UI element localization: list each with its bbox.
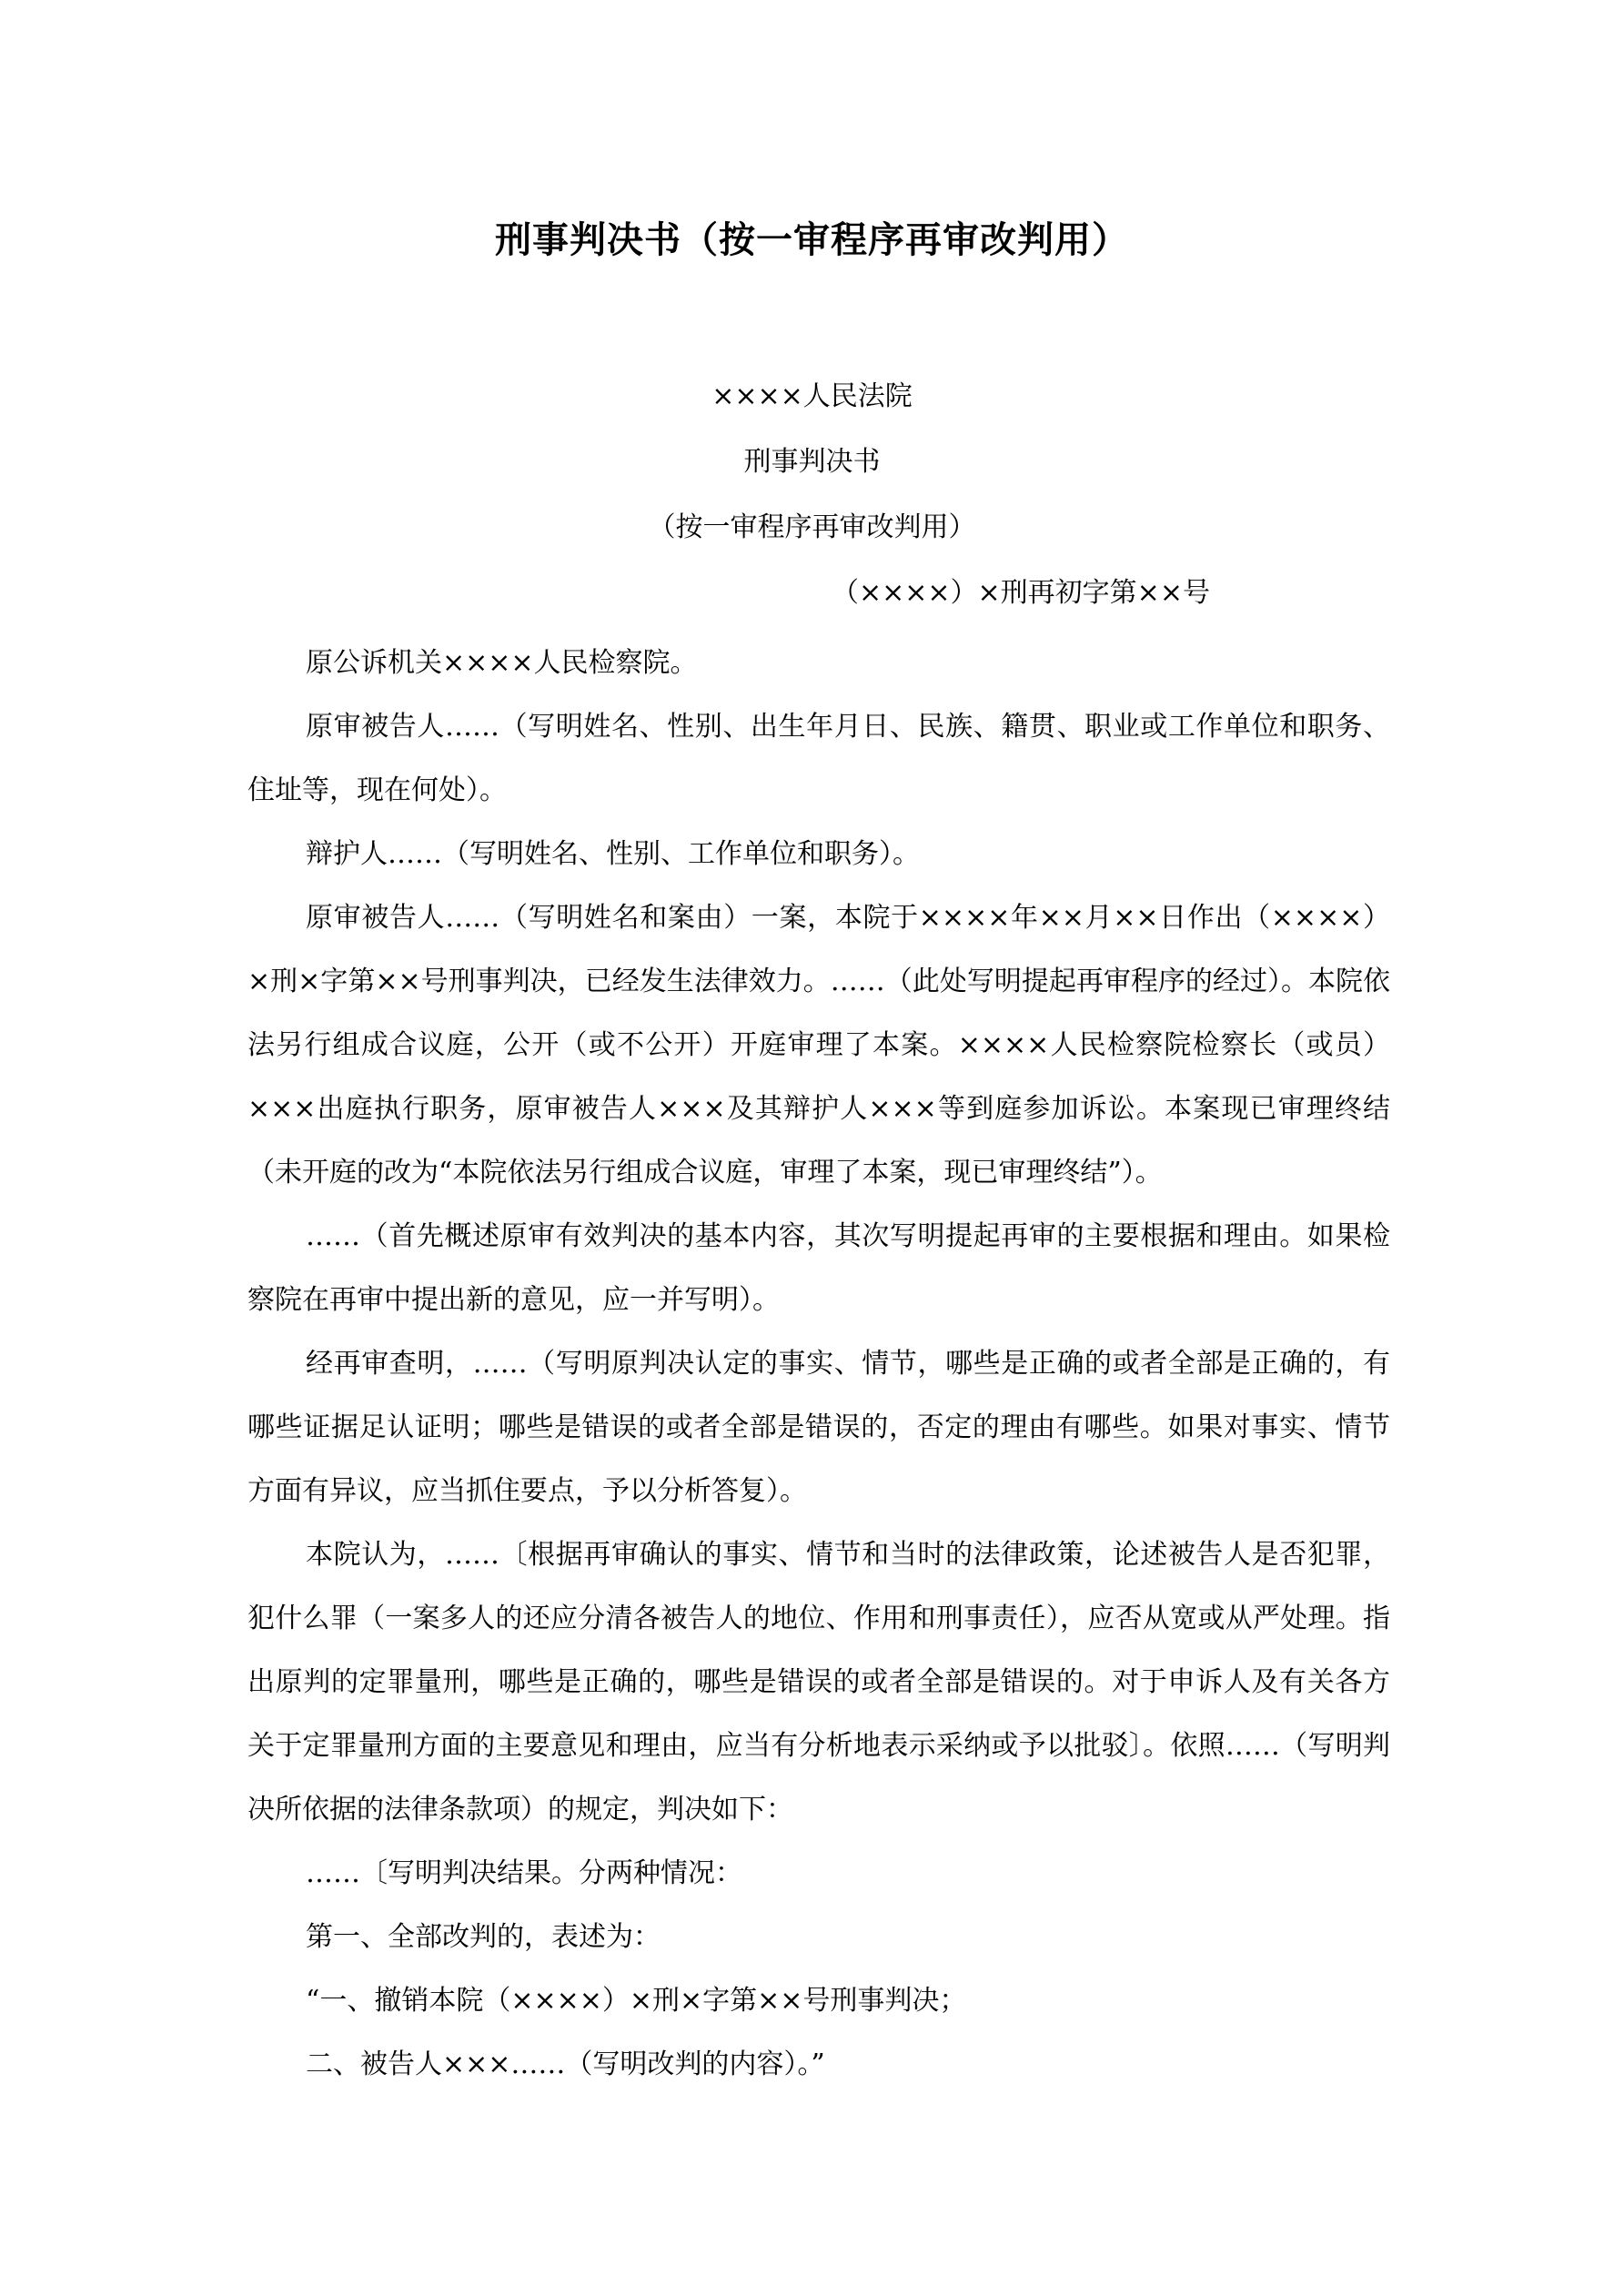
paragraph-prosecutor: 原公诉机关××××人民检察院。: [306, 647, 698, 679]
paragraph-original-judgment-summary: ……（首先概述原审有效判决的基本内容，其次写明提起再审的主要根据和理由。如果检察院在再审中提出新的意见，应一并写明）。: [247, 1220, 1390, 1316]
document-type: 刑事判决书: [743, 446, 881, 478]
document-title: 刑事判决书（按一审程序再审改判用）: [495, 218, 1129, 261]
paragraph-revised-sentence: 二、被告人×××……（写明改判的内容）。”: [306, 2048, 825, 2080]
paragraph-judgment-result: ……〔写明判决结果。分两种情况：: [306, 1857, 742, 1889]
document-subtitle: （按一审程序再审改判用）: [648, 511, 976, 543]
case-number: （××××）×刑再初字第××号: [832, 577, 1210, 609]
paragraph-defendant: 原审被告人……（写明姓名、性别、出生年月日、民族、籍贯、职业或工作单位和职务、住址等，现在何处）。: [247, 711, 1390, 806]
paragraph-retrial-findings: 经再审查明，……（写明原判决认定的事实、情节，哪些是正确的或者全部是正确的，有哪些证据足认证明；哪些是错误的或者全部是错误的，否定的理由有哪些。如果对事实、情节方面有异议，应当抓住要点，予以分析答复）。: [247, 1348, 1390, 1507]
document-body: [247, 632, 1390, 2097]
court-name: ××××人民法院: [711, 380, 913, 412]
paragraph-revocation: “一、撤销本院（××××）×刑×字第××号刑事判决；: [306, 1985, 967, 2017]
paragraph-court-opinion: 本院认为，……〔根据再审确认的事实、情节和当时的法律政策，论述被告人是否犯罪，犯什么罪（一案多人的还应分清各被告人的地位、作用和刑事责任），应否从宽或从严处理。指出原判的定罪量刑，哪些是正确的，哪些是错误的或者全部是错误的。对于申诉人及有关各方关于定罪量刑方面的主要意见和理由，应当有分析地表示采纳或予以批驳〕。依照……（写明判决所依据的法律条款项）的规定，判决如下：: [247, 1539, 1390, 1826]
paragraph-defender: 辩护人……（写明姓名、性别、工作单位和职务）。: [306, 838, 920, 870]
paragraph-case-history: 原审被告人……（写明姓名和案由）一案，本院于××××年××月××日作出（××××）×刑×字第××号刑事判决，已经发生法律效力。……（此处写明提起再审程序的经过）。本院依法另行组成合议庭，公开（或不公开）开庭审理了本案。××××人民检察院检察长（或员）×××出庭执行职务，原审被告人×××及其辩护人×××等到庭参加诉讼。本案现已审理终结（未开庭的改为“本院依法另行组成合议庭，审理了本案，现已审理终结”）。: [247, 902, 1390, 1188]
paragraph-case-one: 第一、全部改判的，表述为：: [306, 1921, 661, 1953]
